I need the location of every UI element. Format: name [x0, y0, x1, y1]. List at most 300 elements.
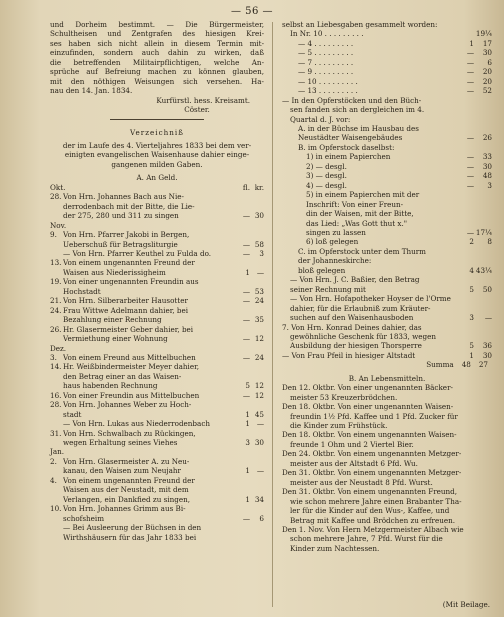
entry-row — [50, 372, 264, 381]
entry-row — [50, 381, 264, 390]
collection-text: sen fanden sich an dergleichen im 4. — [290, 105, 425, 115]
collection-kr — [474, 209, 492, 218]
collection-kr: 48 — [482, 171, 492, 181]
food-line: Den 1. Nov. Von Hern Metzgermeister Albach wie — [282, 525, 464, 535]
entry-row — [50, 410, 264, 419]
collection-fl — [460, 143, 474, 152]
entry-date: 13. — [50, 258, 62, 268]
collection-fl: — — [466, 152, 474, 162]
text-line: einigten evangelischen Waisenhause dahier einge- — [64, 150, 250, 160]
collection-kr: 17¼ — [475, 227, 492, 237]
entry-row — [50, 476, 264, 485]
food-line: meister aus der Neustadt 8 Pfd. Wurst. — [290, 477, 433, 487]
collection-fl: — — [466, 161, 474, 171]
entry-row — [50, 504, 264, 513]
collection-fl: 1 — [469, 38, 474, 48]
collection-text: singen zu lassen — [306, 227, 366, 237]
entry-row — [50, 362, 264, 371]
collection-text: — 13 . . . . . . . . . — [298, 86, 358, 96]
collection-text: B. im Opferstock daselbst: — [298, 142, 395, 152]
entry-kr — [250, 277, 264, 286]
entry-fl: 1 — [245, 466, 250, 476]
entry-row — [50, 202, 264, 211]
entry-date — [50, 372, 63, 381]
entry-text: schofsheim — [63, 513, 105, 523]
entry-text: Frau Wittwe Adelmann dahier, bei — [63, 305, 189, 315]
collection-text: In Nr. 10 . . . . . . . . . — [290, 29, 364, 39]
collection-row — [282, 332, 492, 341]
entry-fl — [236, 192, 250, 201]
entry-row — [50, 419, 264, 428]
entry-row — [50, 438, 264, 447]
entry-kr: — — [256, 466, 264, 476]
collection-row — [282, 152, 492, 161]
entry-fl: — — [242, 513, 250, 523]
collection-row — [282, 313, 492, 322]
month-header: Okt. — [50, 182, 66, 192]
entry-fl: — — [242, 248, 250, 258]
entry-kr: 12 — [254, 334, 264, 344]
entry-date: 2. — [50, 456, 57, 466]
collection-kr: 33 — [482, 152, 492, 162]
entry-row — [50, 249, 264, 258]
entry-kr — [250, 523, 264, 532]
collection-text: der Johanneskirche: — [298, 256, 372, 266]
collection-row — [282, 29, 492, 38]
entry-text: Hr. Weißbindermeister Meyer dahier, — [63, 362, 200, 372]
food-donations — [282, 383, 492, 553]
entry-text: — Von Hrn. Pfarrer Keuthel zu Fulda do. — [63, 248, 212, 258]
collection-kr: 20 — [482, 76, 492, 86]
entry-text: Von einem ungenannten Freund der — [63, 475, 195, 485]
collection-kr: 19¼ — [475, 29, 492, 39]
entry-row — [50, 258, 264, 267]
entry-fl — [236, 221, 250, 230]
entry-date: 14. — [50, 362, 62, 372]
entry-row — [50, 315, 264, 324]
collection-text: — Von Hrn. J. C. Baßier, den Betrag — [290, 275, 420, 285]
entry-fl: — — [242, 296, 250, 306]
collection-row — [282, 162, 492, 171]
collection-text: C. im Opferstock unter dem Thurm — [298, 246, 427, 256]
collection-row — [282, 143, 492, 152]
entry-date — [50, 495, 63, 504]
food-line: freundin 1½ Pfd. Kaffee und 1 Pfd. Zucker für — [290, 411, 458, 421]
summa-fl: 48 — [461, 360, 471, 370]
entry-kr: 58 — [254, 239, 264, 249]
collection-row — [282, 39, 492, 48]
collection-text: Quartal d. J. vor: — [290, 114, 351, 124]
entry-date — [50, 334, 63, 343]
entry-kr: 30 — [254, 438, 264, 448]
collection-text: — 9 . . . . . . . . . — [298, 67, 354, 77]
entry-row — [50, 306, 264, 315]
entry-fl — [236, 457, 250, 466]
collection-row — [282, 294, 492, 303]
collection-fl — [460, 200, 474, 209]
collection-row — [282, 266, 492, 275]
collection-row — [282, 105, 492, 114]
entry-fl: — — [242, 286, 250, 296]
entry-text: Von Hrn. Silberarbeiter Hausotter — [63, 296, 188, 306]
collection-kr — [474, 20, 492, 29]
entry-text: Waisen aus der Neustadt, mit dem — [63, 485, 189, 495]
entry-kr — [250, 533, 264, 542]
entry-row — [50, 447, 264, 456]
section-a-heading: A. An Geld. — [136, 173, 178, 183]
entry-row — [50, 523, 264, 532]
entry-text: wegen Erhaltung seines Viehes — [63, 438, 178, 448]
entry-date — [50, 268, 63, 277]
collection-text: gewöhnliche Geschenk für 1833, wegen — [290, 331, 437, 341]
entry-kr: 24 — [254, 296, 264, 306]
collection-row — [282, 86, 492, 95]
entry-text: Von Hrn. Johannes Weber zu Hoch- — [63, 400, 192, 410]
food-line: meister 53 Kreuzerbrödchen. — [290, 392, 398, 402]
entry-date — [50, 315, 63, 324]
collection-kr — [474, 190, 492, 199]
collection-text: Neustädter Waisengebäudes — [298, 133, 403, 143]
collection-row — [282, 351, 492, 360]
collection-row — [282, 48, 492, 57]
collection-row — [282, 133, 492, 142]
collection-fl: 1 — [469, 350, 474, 360]
entry-row — [50, 485, 264, 494]
entry-kr — [250, 429, 264, 438]
entry-kr: 24 — [254, 352, 264, 362]
entry-kr: — — [256, 419, 264, 429]
collection-fl — [460, 190, 474, 199]
entry-text: derrodenbach mit der Bitte, die Lie- — [63, 201, 195, 211]
entry-fl — [236, 476, 250, 485]
collection-fl: — — [466, 48, 474, 58]
collection-text: Inschrift: Von einer Freun- — [306, 199, 404, 209]
food-line: ler für die Kinder auf den Wus-, Kaffee, und — [290, 506, 450, 516]
collection-text: A. in der Büchse im Hausbau des — [298, 123, 419, 133]
collection-kr — [474, 105, 492, 114]
collection-kr — [474, 256, 492, 265]
collection-fl — [460, 96, 474, 105]
collection-kr — [474, 275, 492, 284]
entry-row — [50, 192, 264, 201]
entry-fl: — — [242, 315, 250, 325]
collection-fl: 4 — [469, 265, 474, 275]
food-line: meister aus der Altstadt 6 Pfd. Wu. — [290, 458, 418, 468]
summa-kr: 27 — [478, 360, 488, 370]
entry-text: Von einer Freundin aus Mittelbuchen — [63, 390, 200, 400]
collection-kr: 30 — [482, 350, 492, 360]
collection-entries — [282, 20, 492, 360]
entry-text: — Von Hrn. Lukas aus Niederrodenbach — [63, 419, 210, 429]
entry-date: 16. — [50, 390, 62, 400]
entry-fl — [236, 485, 250, 494]
entry-fl — [236, 429, 250, 438]
entry-kr — [250, 258, 264, 267]
collection-kr: — — [484, 313, 492, 323]
entry-date — [50, 485, 63, 494]
entry-row — [50, 391, 264, 400]
collection-text: 7. Von Hrn. Konrad Deines dahier, das — [282, 322, 422, 332]
collection-kr: 30 — [482, 48, 492, 58]
collection-kr — [474, 200, 492, 209]
entry-kr — [250, 457, 264, 466]
collection-kr: 50 — [482, 284, 492, 294]
entry-kr — [250, 476, 264, 485]
entry-kr — [250, 447, 264, 456]
collection-row — [282, 256, 492, 265]
collection-text: suchen auf den Waisenhausboden — [290, 313, 414, 323]
signature-line: Kurfürstl. hess. Kreisamt. — [156, 95, 250, 105]
collection-fl — [460, 247, 474, 256]
entry-text: stadt — [63, 409, 82, 419]
collection-kr: 30 — [482, 161, 492, 171]
entry-kr — [250, 325, 264, 334]
entry-text: Vermiethung einer Wohnung — [63, 334, 168, 344]
collection-text: — Von Hrn. Hofapotheker Hoyser de l'Orme — [290, 294, 451, 304]
text-line: gangenen milden Gaben. — [111, 159, 203, 169]
collection-fl: — — [466, 67, 474, 77]
collection-text: 2) — desgl. — [306, 161, 347, 171]
text-line: nau den 14. Jan. 1834. — [50, 86, 133, 96]
collection-fl — [460, 124, 474, 133]
entry-fl: 1 — [245, 409, 250, 419]
verzeichnis-intro — [50, 141, 264, 169]
collection-text: — 5 . . . . . . . . . — [298, 48, 354, 58]
collection-fl — [460, 115, 474, 124]
text-line: die betreffenden Militairpflichtigen, welche An- — [50, 57, 264, 67]
entry-date: 28. — [50, 192, 62, 202]
collection-kr: 43¼ — [475, 265, 492, 275]
entry-fl — [236, 362, 250, 371]
entry-kr: 34 — [254, 494, 264, 504]
left-column — [50, 20, 264, 542]
entry-date — [50, 202, 63, 211]
collection-row — [282, 285, 492, 294]
entry-row — [50, 495, 264, 504]
entry-row — [50, 457, 264, 466]
entry-text — [63, 344, 236, 353]
fl-header: fl. — [242, 182, 250, 192]
entry-fl: — — [242, 239, 250, 249]
collection-text: 6) loß gelegen — [306, 237, 359, 247]
collection-fl: — — [466, 227, 474, 237]
entry-fl — [236, 447, 250, 456]
entry-text: Von Hrn. Pfarrer Jakobi in Bergen, — [63, 230, 190, 240]
signature-name: Cöster. — [184, 105, 210, 115]
entry-text: haus habenden Rechnung — [63, 381, 158, 391]
collection-kr: 36 — [482, 341, 492, 351]
food-line: die Kinder zum Frühstück. — [290, 421, 388, 431]
text-line: Schultheisen und Zentgrafen des hiesigen Krei- — [50, 29, 264, 39]
collection-row — [282, 171, 492, 180]
collection-kr: 52 — [482, 86, 492, 96]
collection-fl — [460, 275, 474, 284]
entry-date: 10. — [50, 504, 62, 514]
entry-text: Von einem Freund aus Mittelbuchen — [63, 352, 196, 362]
collection-fl: 3 — [469, 313, 474, 323]
collection-fl: 2 — [469, 237, 474, 247]
entry-date: 28. — [50, 400, 62, 410]
entry-text: Wirthshäusern für das Jahr 1833 bei — [63, 532, 197, 542]
entry-text: Bezahlung einer Rechnung — [63, 315, 162, 325]
entry-date — [50, 533, 63, 542]
entry-fl — [236, 504, 250, 513]
entry-kr: — — [256, 267, 264, 277]
entry-date — [50, 211, 63, 220]
column-headers — [50, 183, 264, 192]
collection-fl — [460, 209, 474, 218]
entry-text: Von Hrn. Johannes Bach aus Nie- — [63, 192, 184, 202]
collection-fl: 5 — [469, 284, 474, 294]
entry-fl: 3 — [245, 438, 250, 448]
collection-row — [282, 228, 492, 237]
entry-kr: 35 — [254, 315, 264, 325]
collection-kr — [474, 124, 492, 133]
collection-row — [282, 304, 492, 313]
entry-fl: 1 — [245, 267, 250, 277]
entry-fl — [236, 400, 250, 409]
entry-row — [50, 325, 264, 334]
collection-text: — Von Frau Pfeil in hiesiger Altstadt — [282, 350, 416, 360]
collection-row — [282, 190, 492, 199]
collection-kr — [474, 304, 492, 313]
collection-text: 4) — desgl. — [306, 180, 347, 190]
entry-row — [50, 533, 264, 542]
entry-fl: 5 — [245, 381, 250, 391]
collection-row — [282, 58, 492, 67]
collection-row — [282, 323, 492, 332]
entry-date: 3. — [50, 352, 57, 362]
collection-fl: — — [466, 133, 474, 143]
collection-row — [282, 77, 492, 86]
entry-date: 31. — [50, 428, 62, 438]
collection-fl — [460, 29, 474, 38]
entry-fl — [236, 523, 250, 532]
collection-kr — [474, 143, 492, 152]
entry-date — [50, 514, 63, 523]
entry-fl — [236, 306, 250, 315]
entry-text: Hochstadt — [63, 286, 101, 296]
entry-fl — [236, 277, 250, 286]
entry-date: 21. — [50, 296, 62, 306]
collection-fl: — — [466, 180, 474, 190]
entry-fl — [236, 372, 250, 381]
entry-date — [50, 410, 63, 419]
entry-kr — [250, 306, 264, 315]
collection-kr — [474, 219, 492, 228]
entry-date — [50, 523, 63, 532]
entry-row — [50, 514, 264, 523]
page-number: — 56 — — [230, 6, 274, 17]
collection-text: 5) in einem Papierchen mit der — [306, 190, 420, 200]
text-line: einzufinden, sondern auch dahin zu wirken, daß — [50, 48, 264, 58]
entry-row — [50, 268, 264, 277]
entry-row — [50, 466, 264, 475]
collection-fl: — — [466, 57, 474, 67]
entry-date: Nov. — [50, 220, 67, 230]
entry-kr — [250, 221, 264, 230]
entry-date — [50, 466, 63, 475]
collection-row — [282, 247, 492, 256]
entry-fl — [236, 533, 250, 542]
entry-text: — Bei Ausleerung der Büchsen in den — [63, 523, 202, 533]
entry-date — [50, 240, 63, 249]
entry-text: Von Hrn. Glasermeister A. zu Neu- — [63, 456, 190, 466]
entry-kr: 12 — [254, 381, 264, 391]
collection-text: — 7 . . . . . . . . . — [298, 57, 354, 67]
collection-fl: — — [466, 76, 474, 86]
kr-header: kr. — [254, 182, 264, 192]
entry-text: Von Hrn. Schwalbach zu Rückingen, — [63, 428, 196, 438]
food-line: wie schon mehrere Jahre einen Brabanter Tha- — [290, 496, 462, 506]
entry-date: 19. — [50, 277, 62, 287]
collection-row — [282, 115, 492, 124]
entry-kr — [250, 192, 264, 201]
food-line: Den 18. Oktbr. Von einer ungenannten Waisen- — [282, 402, 454, 412]
collection-row — [282, 341, 492, 350]
entry-text: Hr. Glasermeister Geber dahier, bei — [63, 324, 194, 334]
entry-text: Verlangen, ein Dankfied zu singen, — [63, 494, 191, 504]
collection-fl — [460, 219, 474, 228]
food-line: Den 12. Oktbr. Von einer ungenannten Bäcker- — [282, 383, 453, 393]
entry-date — [50, 381, 63, 390]
entry-fl — [236, 230, 250, 239]
collection-kr: 17 — [482, 38, 492, 48]
entry-fl — [236, 202, 250, 211]
collection-fl: 5 — [469, 341, 474, 351]
collection-row — [282, 124, 492, 133]
collection-row — [282, 67, 492, 76]
text-line: sprüche auf Befreiung machen zu können glauben, — [50, 67, 264, 77]
text-line: der im Laufe des 4. Vierteljahres 1833 bei dem ver- — [62, 140, 252, 150]
collection-kr: 20 — [482, 67, 492, 77]
footer-note: (Mit Beilage. — [442, 600, 490, 609]
collection-fl — [460, 323, 474, 332]
collection-text: seiner Rechnung mit — [290, 284, 366, 294]
collection-kr: 3 — [487, 180, 492, 190]
entry-text: Von einem ungenannten Freund der — [63, 258, 195, 268]
collection-text: din der Waisen, mit der Bitte, — [306, 209, 414, 219]
collection-text: 1) in einem Papierchen — [306, 152, 391, 162]
entry-text — [63, 221, 236, 230]
entry-fl: — — [242, 390, 250, 400]
entry-kr: 6 — [259, 513, 264, 523]
entry-row — [50, 240, 264, 249]
entry-fl — [236, 325, 250, 334]
food-line: Kinder zum Nachtessen. — [290, 543, 380, 553]
food-line: schon mehrere Jahre, 7 Pfd. Wurst für die — [290, 534, 443, 544]
entry-kr — [250, 400, 264, 409]
section-b-heading: B. An Lebensmitteln. — [348, 373, 426, 383]
column-divider — [272, 22, 273, 607]
collection-kr — [474, 294, 492, 303]
food-line: Den 24. Oktbr. Von einem ungenannten Metzger- — [282, 449, 462, 459]
entry-row — [50, 277, 264, 286]
collection-kr — [474, 115, 492, 124]
separator-rule — [110, 119, 204, 120]
collection-row — [282, 20, 492, 29]
collection-row — [282, 96, 492, 105]
collection-row — [282, 275, 492, 284]
entry-text — [63, 447, 236, 456]
entry-text: Ueberschuß für Betragsliturgie — [63, 239, 178, 249]
entry-row — [50, 221, 264, 230]
entry-kr — [250, 202, 264, 211]
collection-fl — [460, 20, 474, 29]
entry-row — [50, 296, 264, 305]
food-line: Den 31. Oktbr. Von einem ungenannten Metzger- — [282, 468, 462, 478]
entry-date: 9. — [50, 230, 57, 240]
